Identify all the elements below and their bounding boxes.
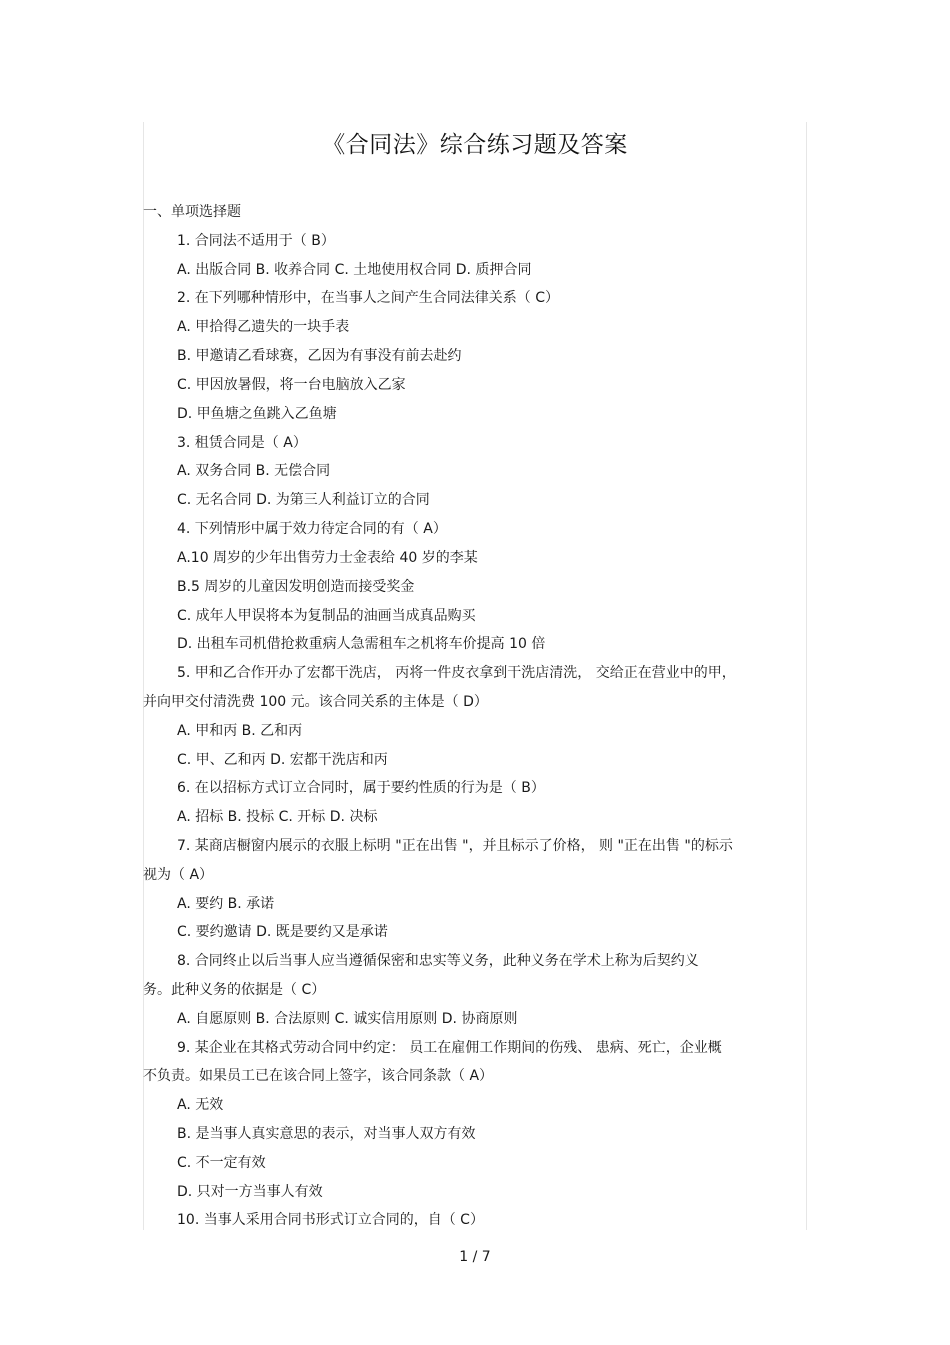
question-line: 10. 当事人采用合同书形式订立合同的，自（ C） [177, 1212, 484, 1228]
option-line: A. 自愿原则 B. 合法原则 C. 诚实信用原则 D. 协商原则 [177, 1011, 518, 1027]
question-continuation: 务。此种义务的依据是（ C） [143, 982, 326, 998]
option-line: A. 招标 B. 投标 C. 开标 D. 决标 [177, 809, 378, 825]
question-continuation: 不负责。如果员工已在该合同上签字，该合同条款（ A） [143, 1068, 494, 1084]
question-line: 8. 合同终止以后当事人应当遵循保密和忠实等义务，此种义务在学术上称为后契约义 [177, 953, 699, 969]
question-line: 4. 下列情形中属于效力待定合同的有（ A） [177, 521, 447, 537]
option-line: C. 无名合同 D. 为第三人利益订立的合同 [177, 492, 430, 508]
document-title: 《合同法》综合练习题及答案 [322, 132, 628, 158]
option-line: A. 甲拾得乙遗失的一块手表 [177, 319, 350, 335]
option-line: C. 甲因放暑假，将一台电脑放入乙家 [177, 377, 406, 393]
question-line: 6. 在以招标方式订立合同时，属于要约性质的行为是（ B） [177, 780, 545, 796]
option-line: A. 出版合同 B. 收养合同 C. 土地使用权合同 D. 质押合同 [177, 262, 532, 278]
question-line: 2. 在下列哪种情形中，在当事人之间产生合同法律关系（ C） [177, 290, 560, 306]
option-line: B. 甲邀请乙看球赛，乙因为有事没有前去赴约 [177, 348, 462, 364]
question-continuation: 并向甲交付清洗费 100 元。该合同关系的主体是（ D） [143, 694, 488, 710]
option-line: A. 要约 B. 承诺 [177, 896, 275, 912]
question-continuation: 视为（ A） [143, 867, 214, 883]
question-line: 9. 某企业在其格式劳动合同中约定： 员工在雇佣工作期间的伤残、 患病、死亡，企业概 [177, 1040, 722, 1056]
page-right-border [806, 122, 807, 1230]
option-line: B. 是当事人真实意思的表示，对当事人双方有效 [177, 1126, 476, 1142]
option-line: A. 双务合同 B. 无偿合同 [177, 463, 331, 479]
option-line: B.5 周岁的儿童因发明创造而接受奖金 [177, 579, 415, 595]
option-line: D. 甲鱼塘之鱼跳入乙鱼塘 [177, 406, 337, 422]
option-line: A. 无效 [177, 1097, 224, 1113]
section-heading: 一、单项选择题 [143, 204, 241, 220]
option-line: C. 甲、乙和丙 D. 宏都干洗店和丙 [177, 752, 388, 768]
option-line: C. 要约邀请 D. 既是要约又是承诺 [177, 924, 388, 940]
question-line: 3. 租赁合同是（ A） [177, 435, 307, 451]
option-line: C. 成年人甲误将本为复制品的油画当成真品购买 [177, 608, 476, 624]
question-line: 5. 甲和乙合作开办了宏都干洗店， 丙将一件皮衣拿到干洗店清洗， 交给正在营业中的甲， [177, 665, 736, 681]
option-line: D. 只对一方当事人有效 [177, 1184, 323, 1200]
page-number: 1 / 7 [459, 1249, 491, 1265]
question-line: 1. 合同法不适用于（ B） [177, 233, 335, 249]
question-line: 7. 某商店橱窗内展示的衣服上标明 "正在出售 "，并且标示了价格， 则 "正在出售 "的标示 [177, 838, 733, 854]
option-line: C. 不一定有效 [177, 1155, 266, 1171]
option-line: A.10 周岁的少年出售劳力士金表给 40 岁的李某 [177, 550, 478, 566]
option-line: D. 出租车司机借抢救重病人急需租车之机将车价提高 10 倍 [177, 636, 546, 652]
page-left-border [143, 122, 144, 1230]
option-line: A. 甲和丙 B. 乙和丙 [177, 723, 303, 739]
